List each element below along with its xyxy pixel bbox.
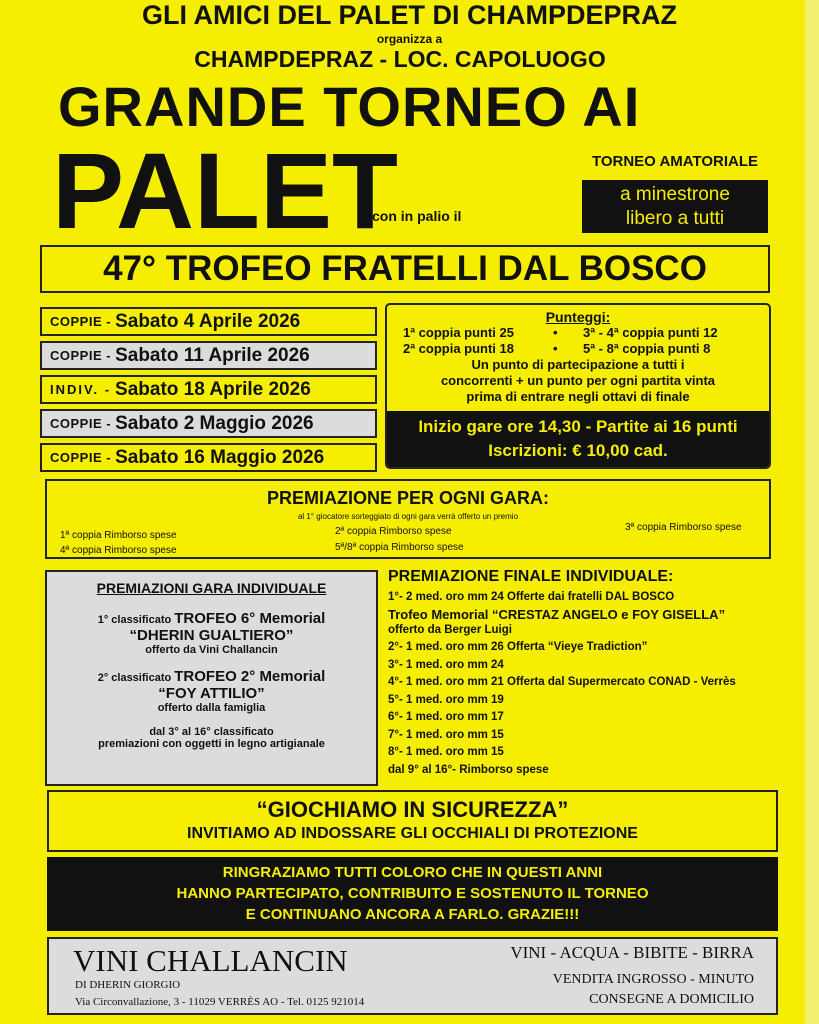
final-memorial: Trofeo Memorial “CRESTAZ ANGELO e FOY GISELLA” (388, 606, 726, 622)
first-trophy: TROFEO 6° Memorial (174, 610, 326, 627)
final-item: dal 9° al 16°- Rimborso spese (388, 763, 549, 776)
start-time: Inizio gare ore 14,30 - Partite ai 16 punti (418, 417, 738, 436)
date-kind: COPPIE - (50, 416, 112, 431)
per-race-item: 3ª coppia Rimborso spese (625, 522, 742, 533)
sponsor-box (47, 937, 778, 1015)
final-item: 4°- 1 med. oro mm 21 Offerta dal Supermercato CONAD - Verrès (388, 676, 736, 688)
per-race-item: 4ª coppia Rimborso spese (60, 545, 177, 556)
format-line2: libero a tutti (625, 208, 725, 229)
second-trophy: TROFEO 2° Memorial (174, 668, 326, 685)
date-kind: COPPIE - (50, 450, 112, 465)
organizes-text: organizza a (376, 32, 443, 46)
date-kind: COPPIE - (50, 348, 112, 363)
location: CHAMPDEPRAZ - LOC. CAPOLUOGO (194, 46, 606, 72)
final-memorial-offer: offerto da Berger Luigi (388, 623, 512, 636)
tournament-type: TORNEO AMATORIALE (591, 153, 759, 170)
per-race-box (45, 479, 771, 559)
scores-title: Punteggi: (545, 309, 611, 325)
safety-title: “GIOCHIAMO IN SICUREZZA” (256, 797, 569, 822)
thanks-box (47, 857, 778, 931)
final-item: 2°- 1 med. oro mm 26 Offerta “Vieye Tradiction” (388, 641, 648, 653)
sponsor-sales: VENDITA INGROSSO - MINUTO (552, 972, 754, 987)
second-label: 2° classificato (97, 672, 172, 684)
individual-title: PREMIAZIONI GARA INDIVIDUALE (96, 580, 327, 596)
final-title: PREMIAZIONE FINALE INDIVIDUALE: (388, 568, 674, 585)
final-item: 5°- 1 med. oro mm 19 (388, 693, 504, 706)
scores-box (385, 303, 771, 469)
score-item: 3ª - 4ª coppia punti 12 (583, 325, 718, 340)
final-first: 1°- 2 med. oro mm 24 Offerte dai fratelli DAL BOSCO (388, 591, 675, 603)
first-name: “DHERIN GUALTIERO” (129, 627, 294, 644)
sponsor-delivery: CONSEGNE A DOMICILIO (589, 992, 754, 1007)
final-section (388, 568, 778, 779)
final-item: 7°- 1 med. oro mm 15 (388, 728, 504, 741)
per-race-item: 1ª coppia Rimborso spese (60, 530, 177, 541)
sponsor-address: Via Circonvallazione, 3 - 11029 VERRÈS AO - Tel. 0125 921014 (75, 996, 365, 1008)
individual-box (45, 570, 378, 786)
date-row (40, 375, 377, 404)
entry-fee: Iscrizioni: € 10,00 cad. (488, 441, 668, 460)
date-kind: COPPIE - (50, 314, 112, 329)
safety-box (47, 790, 778, 852)
organizers: GLI AMICI DEL PALET DI CHAMPDEPRAZ (141, 0, 677, 30)
thanks-line: RINGRAZIAMO TUTTI COLORO CHE IN QUESTI ANNI (222, 864, 603, 881)
per-race-item: 2ª coppia Rimborso spese (335, 526, 452, 537)
trophy-title: 47° TROFEO FRATELLI DAL BOSCO (40, 245, 770, 293)
title-line2: PALET (52, 130, 398, 251)
format-line1: a minestrone (620, 184, 730, 205)
per-race-item: 5ª/8ª coppia Rimborso spese (335, 542, 464, 553)
rest-line: dal 3° al 16° classificato (149, 726, 274, 738)
safety-text: INVITIAMO AD INDOSSARE GLI OCCHIALI DI PROTEZIONE (187, 825, 638, 842)
date-row (40, 341, 377, 370)
score-item: 2ª coppia punti 18 (403, 341, 514, 356)
prize-intro: con in palio il (372, 208, 462, 224)
second-offer: offerto dalla famiglia (157, 702, 266, 714)
score-item: 5ª - 8ª coppia punti 8 (583, 341, 711, 356)
format-box (582, 180, 768, 233)
scores-note: Un punto di partecipazione a tutti i (471, 357, 685, 372)
sponsor-products: VINI - ACQUA - BIBITE - BIRRA (510, 943, 754, 962)
date-value: Sabato 2 Maggio 2026 (115, 412, 314, 434)
date-row (40, 307, 377, 336)
first-label: 1° classificato (97, 614, 172, 626)
sponsor-owner: DI DHERIN GIORGIO (75, 979, 181, 991)
rest-line: premiazioni con oggetti in legno artigianale (98, 738, 325, 750)
bullet: • (553, 325, 558, 340)
sponsor-name: VINI CHALLANCIN (73, 943, 348, 978)
per-race-subtitle: al 1° giocatore sorteggiato di ogni gara verrà offerto un premio (297, 512, 519, 521)
score-item: 1ª coppia punti 25 (403, 325, 514, 340)
scores-note: concorrenti + un punto per ogni partita vinta (440, 373, 716, 388)
date-value: Sabato 18 Aprile 2026 (115, 378, 311, 400)
date-kind: INDIV. - (50, 382, 112, 397)
first-offer: offerto da Vini Challancin (145, 644, 278, 656)
bullet: • (553, 341, 558, 356)
date-value: Sabato 11 Aprile 2026 (115, 344, 310, 366)
date-row (40, 443, 377, 472)
date-value: Sabato 16 Maggio 2026 (115, 446, 325, 468)
date-value: Sabato 4 Aprile 2026 (115, 310, 301, 332)
thanks-line: E CONTINUANO ANCORA A FARLO. GRAZIE!!! (245, 906, 580, 923)
final-item: 8°- 1 med. oro mm 15 (388, 746, 504, 758)
final-item: 6°- 1 med. oro mm 17 (388, 711, 504, 723)
second-name: “FOY ATTILIO” (158, 685, 265, 702)
title-line1: GRANDE TORNEO AI (58, 75, 641, 138)
scores-note: prima di entrare negli ottavi di finale (466, 389, 690, 404)
thanks-line: HANNO PARTECIPATO, CONTRIBUITO E SOSTENUTO IL TORNEO (176, 885, 649, 902)
edge-strip (805, 0, 819, 1024)
per-race-title: PREMIAZIONE PER OGNI GARA: (266, 488, 549, 508)
date-row (40, 409, 377, 438)
final-item: 3°- 1 med. oro mm 24 (388, 658, 504, 671)
